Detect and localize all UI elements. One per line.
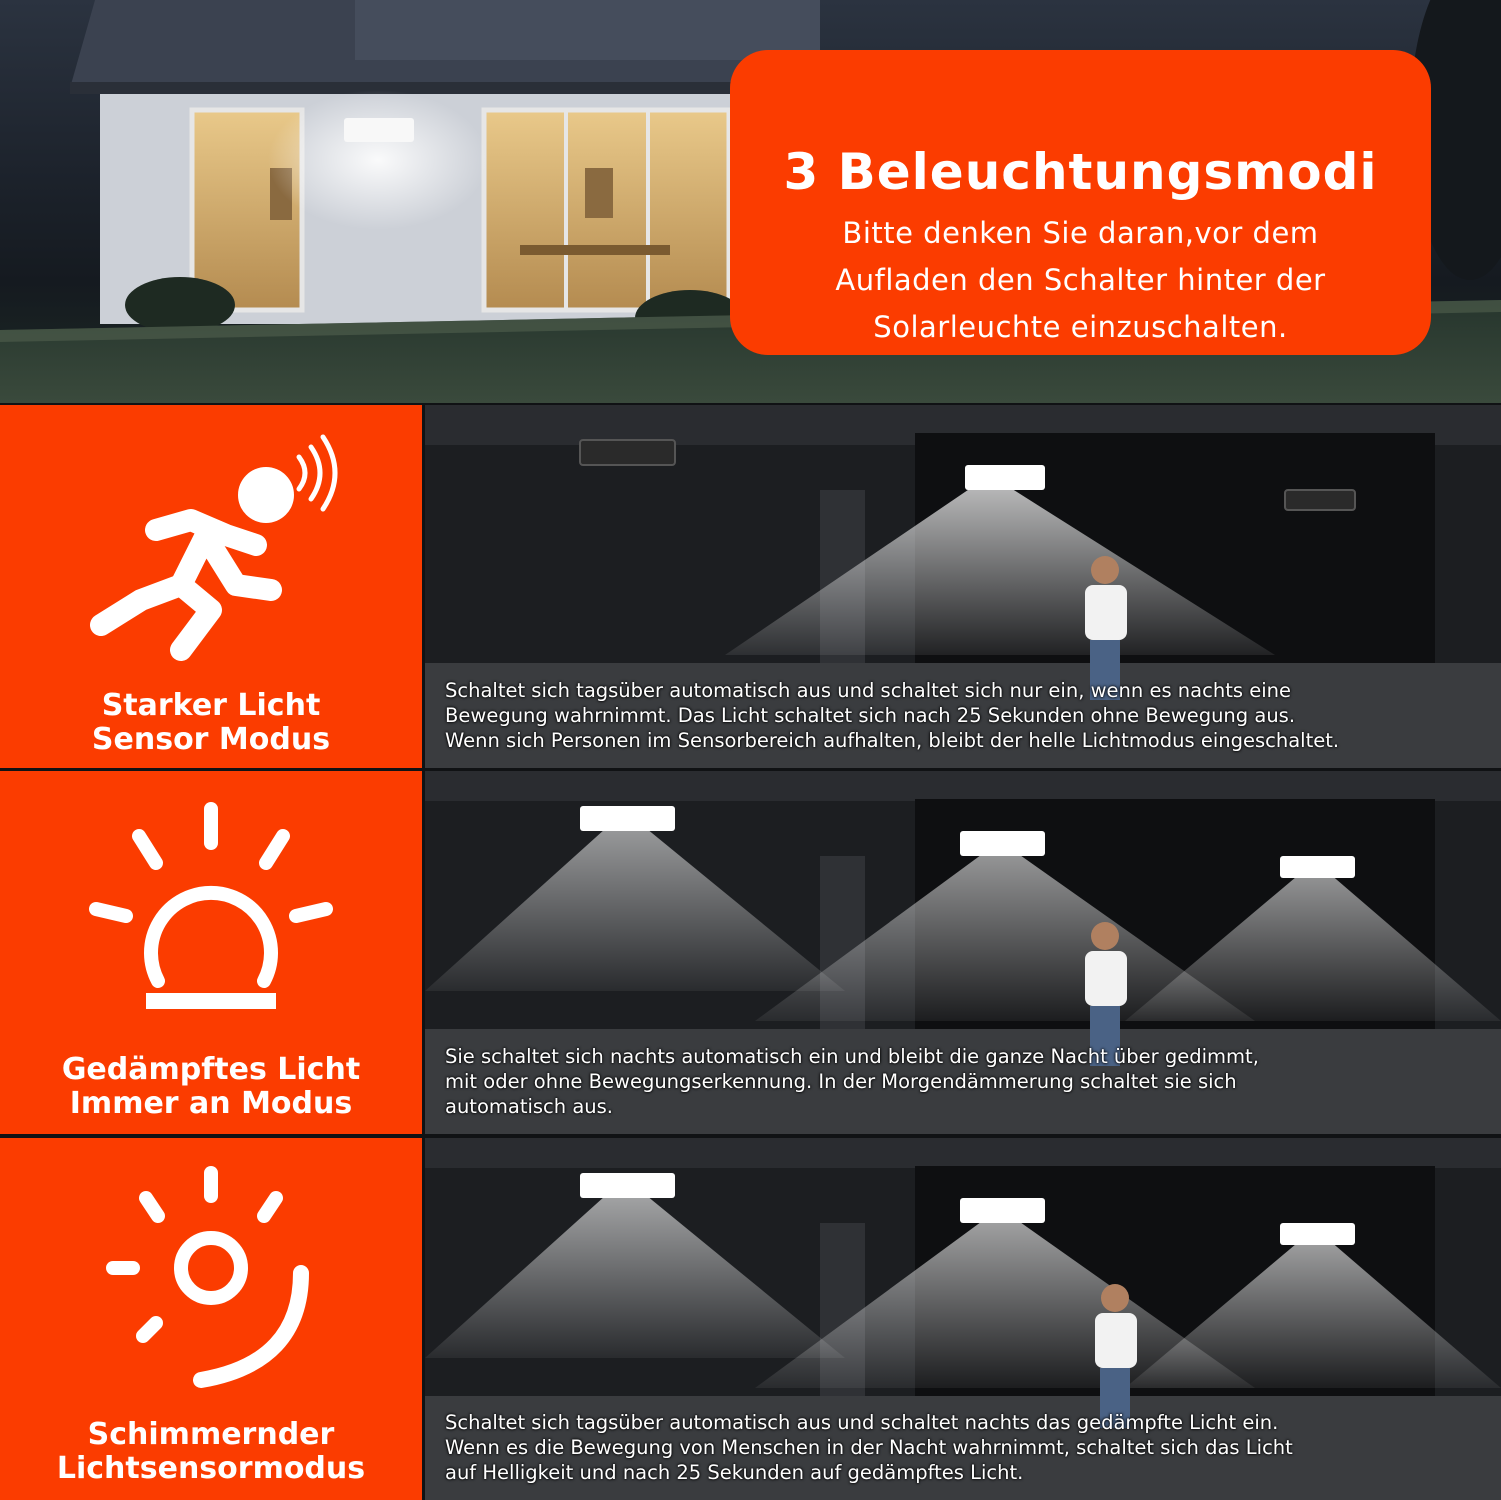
- description-line: Schaltet sich tagsüber automatisch aus und schaltet sich nur ein, wenn es nachts eine: [445, 679, 1291, 702]
- mode-name-line: Lichtsensormodus: [56, 1451, 366, 1486]
- mode-description: [445, 678, 1461, 753]
- banner-note-line: Bitte denken Sie daran,vor dem: [842, 216, 1319, 250]
- mode-description: [445, 1044, 1461, 1119]
- mode-name-line: Sensor Modus: [91, 722, 331, 757]
- description-line: mit oder ohne Bewegungserkennung. In der Morgendämmerung schaltet sie sich: [445, 1070, 1237, 1093]
- mode-icon-panel: [0, 771, 422, 1134]
- mode-description: [445, 1410, 1461, 1485]
- banner-note-line: Aufladen den Schalter hinter der: [835, 263, 1326, 297]
- description-line: Bewegung wahrnimmt. Das Licht schaltet sich nach 25 Sekunden ohne Bewegung aus.: [445, 704, 1296, 727]
- lighting-modes-banner: [730, 50, 1431, 355]
- banner-title: 3 Beleuchtungsmodi: [783, 143, 1378, 201]
- banner-note: [730, 202, 1431, 351]
- mode-row-shimmering-light-sensor: [0, 1138, 1501, 1500]
- shimmering-sun-icon: [61, 1158, 361, 1398]
- description-line: automatisch aus.: [445, 1095, 613, 1118]
- description-line: Sie schaltet sich nachts automatisch ein und bleibt die ganze Nacht über gedimmt,: [445, 1045, 1259, 1068]
- mode-name-line: Gedämpftes Licht: [61, 1052, 361, 1087]
- mode-name: [0, 1418, 422, 1486]
- mode-name-line: Starker Licht: [101, 688, 321, 723]
- mode-icon-panel: [0, 405, 422, 768]
- description-line: auf Helligkeit und nach 25 Sekunden auf gedämpftes Licht.: [445, 1461, 1024, 1484]
- mode-name: [0, 689, 422, 757]
- banner-note-line: Solarleuchte einzuschalten.: [873, 310, 1288, 344]
- hero-section: [0, 0, 1501, 403]
- mode-row-strong-light-sensor: [0, 405, 1501, 768]
- mode-name-line: Schimmernder: [87, 1417, 335, 1452]
- description-line: Wenn es die Bewegung von Menschen in der Nacht wahrnimmt, schaltet sich das Licht: [445, 1436, 1293, 1459]
- rising-sun-icon: [61, 791, 361, 1031]
- mode-icon-panel: [0, 1138, 422, 1500]
- description-line: Schaltet sich tagsüber automatisch aus und schaltet nachts das gedämpfte Licht ein.: [445, 1411, 1279, 1434]
- mode-row-dimmed-always-on: [0, 771, 1501, 1134]
- mode-name-line: Immer an Modus: [69, 1086, 353, 1121]
- mode-name: [0, 1053, 422, 1121]
- motion-sensor-running-person-icon: [61, 425, 361, 665]
- description-line: Wenn sich Personen im Sensorbereich aufhalten, bleibt der helle Lichtmodus eingeschaltet.: [445, 729, 1340, 752]
- mode-scene: [425, 1138, 1501, 1500]
- mode-scene: [425, 405, 1501, 768]
- mode-scene: [425, 771, 1501, 1134]
